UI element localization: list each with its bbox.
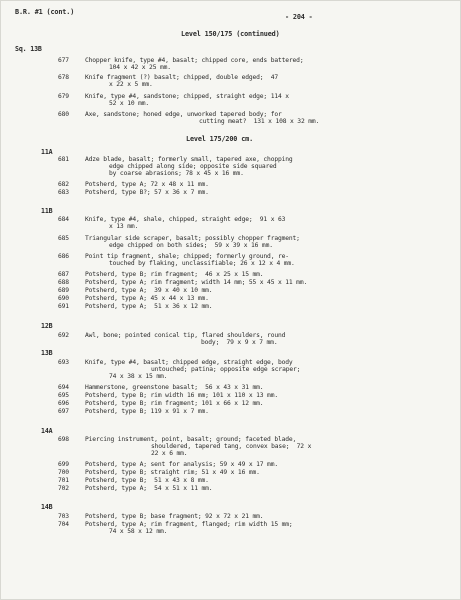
entry-text: x 13 mm. xyxy=(109,223,139,230)
catalog-number: 688 xyxy=(58,279,69,286)
catalog-number: 681 xyxy=(58,156,69,163)
entry-text: body; 79 x 9 x 7 mm. xyxy=(201,339,278,346)
entry-text: 104 x 42 x 25 mm. xyxy=(109,64,171,71)
entry-text: Potsherd, type A; 54 x 51 x 11 mm. xyxy=(85,485,213,492)
catalog-number: 684 xyxy=(58,216,69,223)
entry-text: Potsherd, type A; rim fragment; width 14 mm; 55 x 45 x 11 mm. xyxy=(85,279,308,286)
catalog-number: 698 xyxy=(58,436,69,443)
entry-text: Piercing instrument, point, basalt; ground; faceted blade, xyxy=(85,436,297,443)
entry-text: Knife, type #4, sandstone; chipped, straight edge; 114 x xyxy=(85,93,289,100)
entry-text: by coarse abrasions; 78 x 45 x 16 mm. xyxy=(109,170,244,177)
entry-text: Hammerstone, greenstone basalt; 56 x 43 x 31 mm. xyxy=(85,384,264,391)
entry-text: shouldered, tapered tang, convex base; 72 x xyxy=(151,443,312,450)
entry-text: Potsherd, type A; rim fragment, flanged; rim width 15 mm; xyxy=(85,521,293,528)
entry-text: Potsherd, type A; sent for analysis; 59 x 49 x 17 mm. xyxy=(85,461,278,468)
entry-text: edge chipped along side; opposite side squared xyxy=(109,163,277,170)
square-label: 12B xyxy=(41,322,53,330)
entry-text: Potsherd, type B; base fragment; 92 x 72 x 21 mm. xyxy=(85,513,264,520)
page-number: - 204 - xyxy=(285,13,313,21)
catalog-number: 685 xyxy=(58,235,69,242)
entry-text: Knife, type #4, basalt; chipped edge, straight edge, body xyxy=(85,359,293,366)
square-label: Sq. 13B xyxy=(15,45,42,53)
catalog-number: 686 xyxy=(58,253,69,260)
entry-text: Potsherd, type B; straight rim; 51 x 49 x 16 mm. xyxy=(85,469,260,476)
entry-text: Knife, type #4, shale, chipped, straight edge; 91 x 63 xyxy=(85,216,286,223)
level-heading: Level 175/200 cm. xyxy=(186,135,254,143)
catalog-number: 677 xyxy=(58,57,69,64)
catalog-number: 687 xyxy=(58,271,69,278)
catalog-number: 704 xyxy=(58,521,69,528)
square-label: 11A xyxy=(41,148,53,156)
entry-text: Knife fragment (?) basalt; chipped, double edged; 47 xyxy=(85,74,278,81)
catalog-number: 696 xyxy=(58,400,69,407)
catalog-number: 699 xyxy=(58,461,69,468)
entry-text: Potsherd, type A; 51 x 36 x 12 mm. xyxy=(85,303,213,310)
entry-text: edge chipped on both sides; 59 x 39 x 16 mm. xyxy=(109,242,273,249)
entry-text: Potsherd, type B; rim width 16 mm; 101 x 110 x 13 mm. xyxy=(85,392,278,399)
entry-text: Chopper knife, type #4, basalt; chipped core, ends battered; xyxy=(85,57,304,64)
catalog-number: 693 xyxy=(58,359,69,366)
catalog-number: 697 xyxy=(58,408,69,415)
catalog-number: 692 xyxy=(58,332,69,339)
square-label: 11B xyxy=(41,207,53,215)
page-header-left: B.R. #1 (cont.) xyxy=(15,8,75,16)
catalog-number: 701 xyxy=(58,477,69,484)
entry-text: Potsherd, type B?; 57 x 36 x 7 mm. xyxy=(85,189,209,196)
catalog-number: 702 xyxy=(58,485,69,492)
entry-text: Potsherd, type A; 72 x 48 x 11 mm. xyxy=(85,181,209,188)
catalog-number: 682 xyxy=(58,181,69,188)
entry-text: Potsherd, type B; 119 x 91 x 7 mm. xyxy=(85,408,209,415)
entry-text: Triangular side scraper, basalt; possibly chopper fragment; xyxy=(85,235,300,242)
square-label: 14A xyxy=(41,427,53,435)
entry-text: untouched; patina; opposite edge scraper; xyxy=(151,366,301,373)
catalog-number: 691 xyxy=(58,303,69,310)
entry-text: touched by flaking, unclassifiable; 26 x 12 x 4 mm. xyxy=(109,260,295,267)
entry-text: 22 x 6 mm. xyxy=(151,450,188,457)
catalog-number: 680 xyxy=(58,111,69,118)
entry-text: 74 x 38 x 15 mm. xyxy=(109,373,168,380)
entry-text: Axe, sandstone; honed edge, unworked tapered body; for xyxy=(85,111,282,118)
entry-text: Awl, bone; pointed conical tip, flared shoulders, round xyxy=(85,332,286,339)
entry-text: Point tip fragment, shale; chipped; formerly ground, re- xyxy=(85,253,289,260)
catalog-number: 703 xyxy=(58,513,69,520)
entry-text: Potsherd, type A; 39 x 40 x 10 mm. xyxy=(85,287,213,294)
entry-text: Potsherd, type B; rim fragment; 46 x 25 x 15 mm. xyxy=(85,271,264,278)
entry-text: Potsherd, type B; rim fragment; 101 x 66 x 12 mm. xyxy=(85,400,264,407)
catalog-number: 694 xyxy=(58,384,69,391)
square-label: 13B xyxy=(41,349,53,357)
catalog-number: 689 xyxy=(58,287,69,294)
entry-text: 74 x 58 x 12 mm. xyxy=(109,528,168,535)
square-label: 14B xyxy=(41,503,53,511)
catalog-number: 678 xyxy=(58,74,69,81)
entry-text: Adze blade, basalt; formerly small, tapered axe, chopping xyxy=(85,156,293,163)
catalog-number: 679 xyxy=(58,93,69,100)
catalog-number: 700 xyxy=(58,469,69,476)
level-heading: Level 150/175 (continued) xyxy=(181,30,280,38)
entry-text: Potsherd, type B; 51 x 43 x 8 mm. xyxy=(85,477,209,484)
entry-text: x 22 x 5 mm. xyxy=(109,81,153,88)
catalog-number: 690 xyxy=(58,295,69,302)
entry-text: Potsherd, type A; 45 x 44 x 13 mm. xyxy=(85,295,209,302)
entry-text: 52 x 10 mm. xyxy=(109,100,150,107)
entry-text: cutting meat? 131 x 108 x 32 mm. xyxy=(199,118,320,125)
catalog-number: 683 xyxy=(58,189,69,196)
catalog-number: 695 xyxy=(58,392,69,399)
